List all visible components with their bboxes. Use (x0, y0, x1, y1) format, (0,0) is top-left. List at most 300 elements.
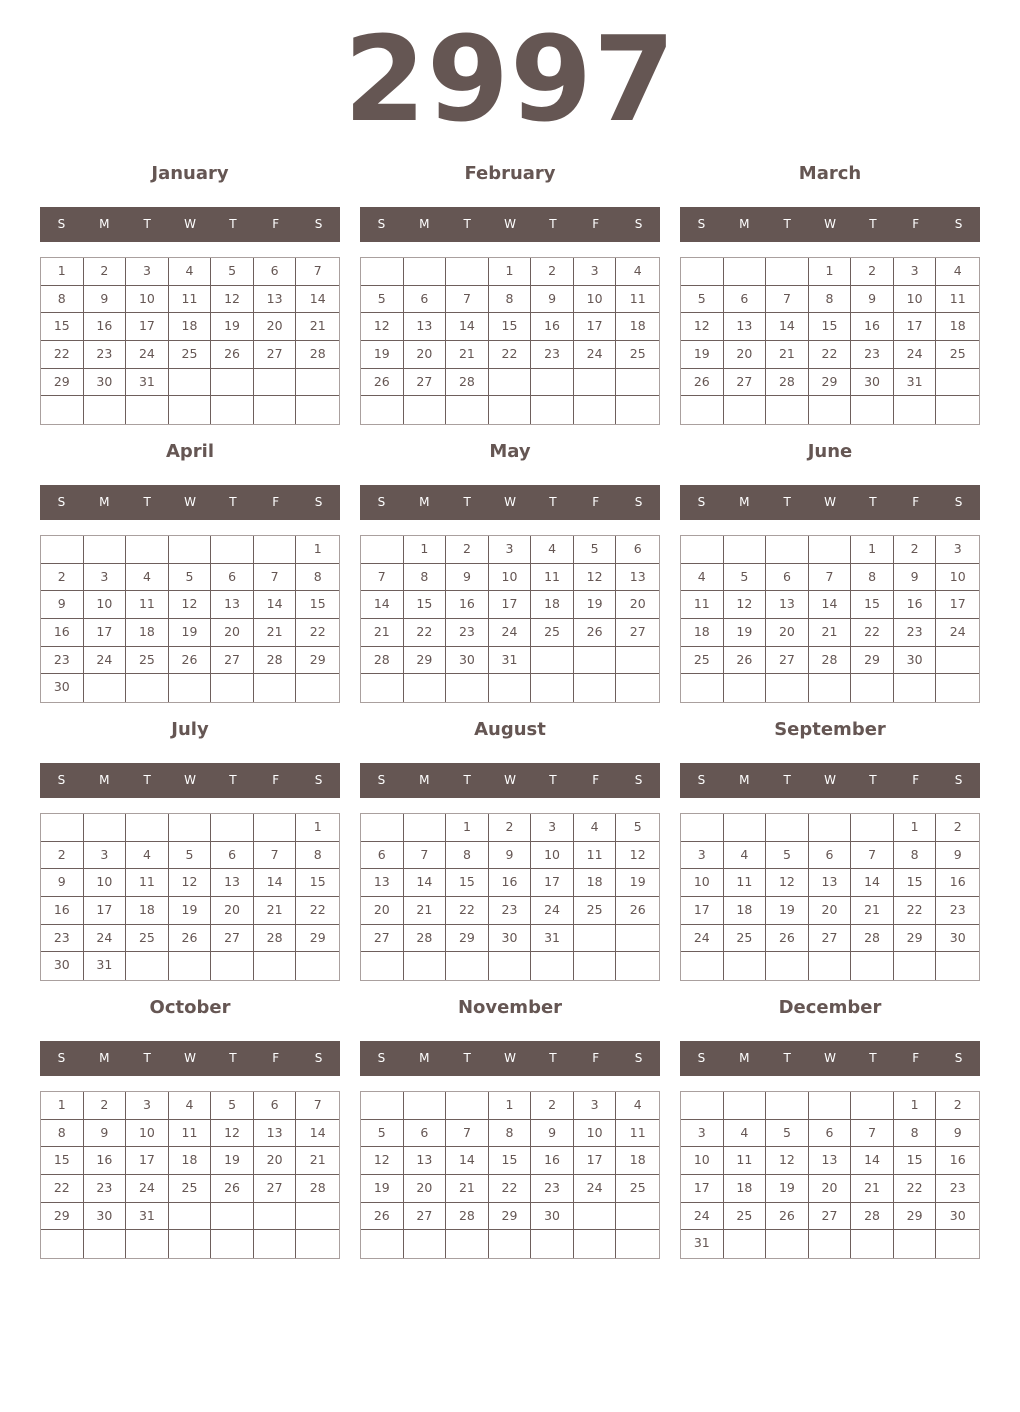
day-cell: 14 (766, 313, 809, 341)
day-cell (41, 1230, 84, 1258)
day-cell: 10 (84, 869, 127, 897)
day-grid (40, 813, 340, 981)
day-cell: 3 (894, 258, 937, 286)
day-cell: 28 (446, 369, 489, 397)
weekday-label: W (824, 495, 836, 509)
weekday-label: T (143, 217, 151, 231)
weekday-label: T (463, 773, 471, 787)
day-cell: 14 (296, 1120, 339, 1148)
day-cell: 5 (361, 1120, 404, 1148)
day-cell: 9 (84, 286, 127, 314)
day-cell (361, 814, 404, 842)
day-cell: 10 (574, 286, 617, 314)
day-cell: 20 (211, 897, 254, 925)
day-cell: 8 (894, 842, 937, 870)
day-cell (616, 674, 659, 702)
weekday-label: T (869, 217, 877, 231)
day-cell (446, 674, 489, 702)
weekday-header (360, 207, 660, 242)
day-cell (574, 674, 617, 702)
day-cell: 22 (446, 897, 489, 925)
day-cell: 20 (616, 591, 659, 619)
day-cell (404, 1092, 447, 1120)
weekday-label: T (229, 495, 237, 509)
day-cell (169, 674, 212, 702)
day-cell: 31 (894, 369, 937, 397)
day-cell: 29 (41, 1203, 84, 1231)
day-cell: 4 (616, 258, 659, 286)
day-cell: 31 (489, 647, 532, 675)
day-cell (41, 814, 84, 842)
day-cell (531, 396, 574, 424)
day-cell: 12 (169, 869, 212, 897)
day-cell (169, 1203, 212, 1231)
day-cell (361, 1230, 404, 1258)
day-cell (41, 396, 84, 424)
day-cell: 1 (894, 814, 937, 842)
day-cell (766, 1092, 809, 1120)
day-cell (446, 1230, 489, 1258)
day-cell (616, 952, 659, 980)
weekday-label: S (377, 217, 386, 231)
day-cell: 16 (531, 1147, 574, 1175)
day-cell: 31 (84, 952, 127, 980)
day-cell: 7 (254, 564, 297, 592)
day-cell (681, 396, 724, 424)
day-cell: 6 (254, 1092, 297, 1120)
day-cell: 21 (851, 897, 894, 925)
weekday-label: M (419, 1051, 430, 1065)
day-cell: 20 (404, 1175, 447, 1203)
weekday-label: S (634, 495, 643, 509)
day-cell: 2 (84, 1092, 127, 1120)
day-cell (41, 536, 84, 564)
day-cell: 17 (84, 897, 127, 925)
weekday-label: S (634, 1051, 643, 1065)
day-cell: 8 (851, 564, 894, 592)
day-cell (809, 1092, 852, 1120)
day-cell: 11 (616, 286, 659, 314)
weekday-label: T (143, 773, 151, 787)
day-cell (894, 1230, 937, 1258)
day-cell: 25 (531, 619, 574, 647)
day-cell (574, 1203, 617, 1231)
day-cell: 28 (851, 1203, 894, 1231)
weekday-label: F (592, 773, 600, 787)
day-cell: 6 (254, 258, 297, 286)
day-cell: 3 (126, 1092, 169, 1120)
day-cell: 17 (681, 897, 724, 925)
month-title: September (774, 719, 886, 740)
weekday-label: S (314, 217, 323, 231)
day-cell: 31 (531, 925, 574, 953)
month-title: November (457, 997, 563, 1018)
weekday-label: T (549, 1051, 557, 1065)
day-cell (489, 952, 532, 980)
day-cell (681, 674, 724, 702)
day-cell: 12 (766, 1147, 809, 1175)
weekday-label: F (272, 1051, 280, 1065)
day-grid (680, 813, 980, 981)
day-cell (446, 396, 489, 424)
weekday-label: S (697, 773, 706, 787)
day-cell: 23 (84, 1175, 127, 1203)
day-cell: 19 (681, 341, 724, 369)
day-cell: 15 (296, 869, 339, 897)
day-cell: 24 (84, 647, 127, 675)
day-cell: 7 (361, 564, 404, 592)
day-cell: 6 (211, 564, 254, 592)
weekday-header (40, 1041, 340, 1076)
day-cell (446, 258, 489, 286)
day-cell: 25 (126, 925, 169, 953)
day-cell: 23 (936, 897, 979, 925)
day-cell (531, 1230, 574, 1258)
day-cell: 10 (574, 1120, 617, 1148)
day-cell: 6 (211, 842, 254, 870)
day-cell: 18 (936, 313, 979, 341)
day-cell (84, 814, 127, 842)
day-cell (616, 396, 659, 424)
weekday-label: T (463, 1051, 471, 1065)
weekday-label: T (549, 773, 557, 787)
weekday-label: S (314, 773, 323, 787)
day-cell: 12 (616, 842, 659, 870)
day-cell: 23 (531, 341, 574, 369)
weekday-header (680, 207, 980, 242)
day-cell: 14 (446, 1147, 489, 1175)
day-cell (489, 674, 532, 702)
day-cell: 22 (404, 619, 447, 647)
day-cell: 6 (404, 286, 447, 314)
day-cell: 27 (766, 647, 809, 675)
day-cell (531, 952, 574, 980)
day-cell (809, 674, 852, 702)
weekday-label: W (824, 217, 836, 231)
weekday-label: T (143, 1051, 151, 1065)
weekday-label: T (869, 773, 877, 787)
day-cell: 6 (361, 842, 404, 870)
day-cell (254, 536, 297, 564)
day-cell (446, 1092, 489, 1120)
day-cell: 17 (936, 591, 979, 619)
day-cell: 18 (616, 1147, 659, 1175)
day-cell: 11 (936, 286, 979, 314)
day-grid (680, 1091, 980, 1259)
day-cell: 12 (681, 313, 724, 341)
day-cell: 27 (404, 369, 447, 397)
day-cell: 16 (84, 1147, 127, 1175)
day-cell: 4 (616, 1092, 659, 1120)
weekday-label: S (314, 495, 323, 509)
day-cell: 11 (169, 1120, 212, 1148)
day-cell: 15 (489, 313, 532, 341)
day-cell: 14 (404, 869, 447, 897)
day-cell: 11 (531, 564, 574, 592)
day-cell: 24 (126, 341, 169, 369)
day-cell (851, 952, 894, 980)
day-cell (211, 1230, 254, 1258)
day-cell: 2 (936, 814, 979, 842)
day-cell: 29 (404, 647, 447, 675)
day-cell: 17 (574, 313, 617, 341)
day-cell: 19 (574, 591, 617, 619)
day-cell: 28 (254, 647, 297, 675)
day-cell: 29 (296, 647, 339, 675)
day-cell: 15 (894, 1147, 937, 1175)
day-cell: 2 (936, 1092, 979, 1120)
day-cell: 4 (126, 564, 169, 592)
day-cell (851, 396, 894, 424)
day-cell (254, 369, 297, 397)
day-cell: 19 (766, 897, 809, 925)
weekday-label: W (824, 1051, 836, 1065)
day-cell: 6 (616, 536, 659, 564)
day-cell: 2 (531, 258, 574, 286)
weekday-label: S (57, 773, 66, 787)
weekday-label: S (697, 1051, 706, 1065)
day-cell: 12 (574, 564, 617, 592)
day-cell: 17 (126, 1147, 169, 1175)
weekday-label: W (184, 217, 196, 231)
day-cell: 8 (41, 1120, 84, 1148)
day-cell: 2 (84, 258, 127, 286)
day-cell: 9 (531, 286, 574, 314)
weekday-label: S (377, 495, 386, 509)
day-cell: 6 (724, 286, 767, 314)
weekday-label: W (824, 773, 836, 787)
day-cell: 11 (616, 1120, 659, 1148)
day-cell: 26 (574, 619, 617, 647)
day-cell: 19 (616, 869, 659, 897)
day-cell: 15 (809, 313, 852, 341)
day-cell: 5 (211, 1092, 254, 1120)
day-cell: 13 (361, 869, 404, 897)
day-cell: 9 (41, 869, 84, 897)
weekday-label: T (869, 495, 877, 509)
weekday-label: S (377, 1051, 386, 1065)
day-cell: 18 (616, 313, 659, 341)
day-cell: 28 (361, 647, 404, 675)
weekday-label: F (272, 217, 280, 231)
day-cell: 28 (296, 341, 339, 369)
day-cell: 30 (446, 647, 489, 675)
day-cell (809, 536, 852, 564)
day-cell: 19 (211, 313, 254, 341)
day-cell: 8 (894, 1120, 937, 1148)
day-cell (211, 952, 254, 980)
day-cell: 13 (766, 591, 809, 619)
day-cell: 24 (126, 1175, 169, 1203)
day-cell: 9 (41, 591, 84, 619)
day-cell: 24 (936, 619, 979, 647)
day-cell: 27 (211, 925, 254, 953)
day-grid (40, 535, 340, 703)
day-cell: 29 (809, 369, 852, 397)
day-cell: 19 (361, 1175, 404, 1203)
day-cell: 26 (211, 341, 254, 369)
day-cell (531, 369, 574, 397)
day-cell (84, 396, 127, 424)
day-cell: 7 (446, 286, 489, 314)
day-cell (404, 396, 447, 424)
day-cell (361, 396, 404, 424)
day-cell (894, 952, 937, 980)
day-cell (84, 1230, 127, 1258)
day-cell: 30 (489, 925, 532, 953)
day-cell (894, 396, 937, 424)
day-cell: 14 (446, 313, 489, 341)
day-cell: 29 (41, 369, 84, 397)
day-cell: 5 (169, 842, 212, 870)
day-cell: 6 (404, 1120, 447, 1148)
day-cell (936, 647, 979, 675)
day-cell: 11 (126, 591, 169, 619)
day-cell: 3 (574, 1092, 617, 1120)
day-cell: 13 (404, 1147, 447, 1175)
day-cell: 23 (531, 1175, 574, 1203)
day-cell: 11 (169, 286, 212, 314)
day-cell (169, 1230, 212, 1258)
day-cell: 8 (489, 286, 532, 314)
day-cell: 3 (574, 258, 617, 286)
day-cell: 22 (894, 897, 937, 925)
day-cell: 19 (724, 619, 767, 647)
day-cell: 25 (169, 341, 212, 369)
day-cell: 13 (254, 286, 297, 314)
day-cell (809, 1230, 852, 1258)
day-cell: 30 (936, 925, 979, 953)
day-cell: 26 (766, 925, 809, 953)
day-cell (724, 814, 767, 842)
day-cell (254, 674, 297, 702)
day-cell: 5 (766, 1120, 809, 1148)
day-cell (361, 952, 404, 980)
day-cell (211, 369, 254, 397)
month-title: April (165, 441, 215, 462)
day-cell: 24 (681, 1203, 724, 1231)
weekday-header (40, 485, 340, 520)
day-cell: 27 (724, 369, 767, 397)
day-cell: 12 (211, 1120, 254, 1148)
day-cell (126, 674, 169, 702)
day-cell: 1 (489, 258, 532, 286)
day-cell: 31 (681, 1230, 724, 1258)
weekday-label: S (697, 217, 706, 231)
day-cell: 18 (531, 591, 574, 619)
day-cell: 20 (724, 341, 767, 369)
day-cell: 27 (809, 925, 852, 953)
day-cell: 26 (169, 647, 212, 675)
day-cell: 7 (446, 1120, 489, 1148)
day-cell: 10 (489, 564, 532, 592)
day-cell: 5 (766, 842, 809, 870)
day-cell (766, 674, 809, 702)
day-cell: 13 (809, 1147, 852, 1175)
day-cell (724, 952, 767, 980)
weekday-label: M (419, 217, 430, 231)
day-grid (360, 1091, 660, 1259)
day-cell: 26 (616, 897, 659, 925)
day-cell (574, 396, 617, 424)
weekday-label: S (634, 217, 643, 231)
weekday-label: F (912, 217, 920, 231)
day-cell: 16 (41, 619, 84, 647)
day-cell: 9 (84, 1120, 127, 1148)
day-cell: 16 (936, 1147, 979, 1175)
day-cell (616, 369, 659, 397)
day-cell: 17 (681, 1175, 724, 1203)
weekday-label: M (739, 1051, 750, 1065)
day-cell: 20 (809, 897, 852, 925)
day-cell: 23 (84, 341, 127, 369)
weekday-label: F (272, 773, 280, 787)
day-cell: 10 (681, 869, 724, 897)
day-cell: 27 (361, 925, 404, 953)
day-cell (724, 674, 767, 702)
day-cell: 20 (766, 619, 809, 647)
day-cell: 30 (851, 369, 894, 397)
day-cell: 25 (936, 341, 979, 369)
day-cell (766, 258, 809, 286)
day-cell: 23 (41, 647, 84, 675)
day-cell (169, 536, 212, 564)
day-cell: 26 (361, 1203, 404, 1231)
day-cell: 22 (296, 619, 339, 647)
day-cell (724, 396, 767, 424)
day-cell: 13 (211, 591, 254, 619)
day-cell (361, 258, 404, 286)
day-cell: 17 (84, 619, 127, 647)
day-cell: 13 (211, 869, 254, 897)
day-cell (446, 952, 489, 980)
day-cell (296, 674, 339, 702)
weekday-header (40, 763, 340, 798)
day-cell: 7 (851, 1120, 894, 1148)
day-cell: 15 (404, 591, 447, 619)
month-title: January (151, 163, 229, 184)
day-cell: 1 (41, 258, 84, 286)
day-cell (84, 674, 127, 702)
weekday-label: M (739, 773, 750, 787)
weekday-label: M (99, 495, 110, 509)
day-cell (254, 1203, 297, 1231)
day-cell: 29 (894, 925, 937, 953)
weekday-label: T (229, 773, 237, 787)
day-grid (360, 257, 660, 425)
day-cell: 4 (169, 258, 212, 286)
day-cell: 16 (489, 869, 532, 897)
weekday-label: S (954, 1051, 963, 1065)
weekday-label: F (912, 773, 920, 787)
day-cell: 27 (211, 647, 254, 675)
day-cell (296, 1230, 339, 1258)
weekday-label: S (634, 773, 643, 787)
weekday-label: M (99, 1051, 110, 1065)
day-grid (40, 257, 340, 425)
day-cell: 15 (296, 591, 339, 619)
day-cell: 2 (41, 842, 84, 870)
day-cell: 25 (169, 1175, 212, 1203)
day-cell: 19 (766, 1175, 809, 1203)
day-cell: 22 (851, 619, 894, 647)
day-cell: 11 (724, 1147, 767, 1175)
day-cell: 20 (809, 1175, 852, 1203)
day-cell (574, 647, 617, 675)
day-cell (936, 952, 979, 980)
day-cell (681, 952, 724, 980)
month-title: July (171, 719, 209, 740)
